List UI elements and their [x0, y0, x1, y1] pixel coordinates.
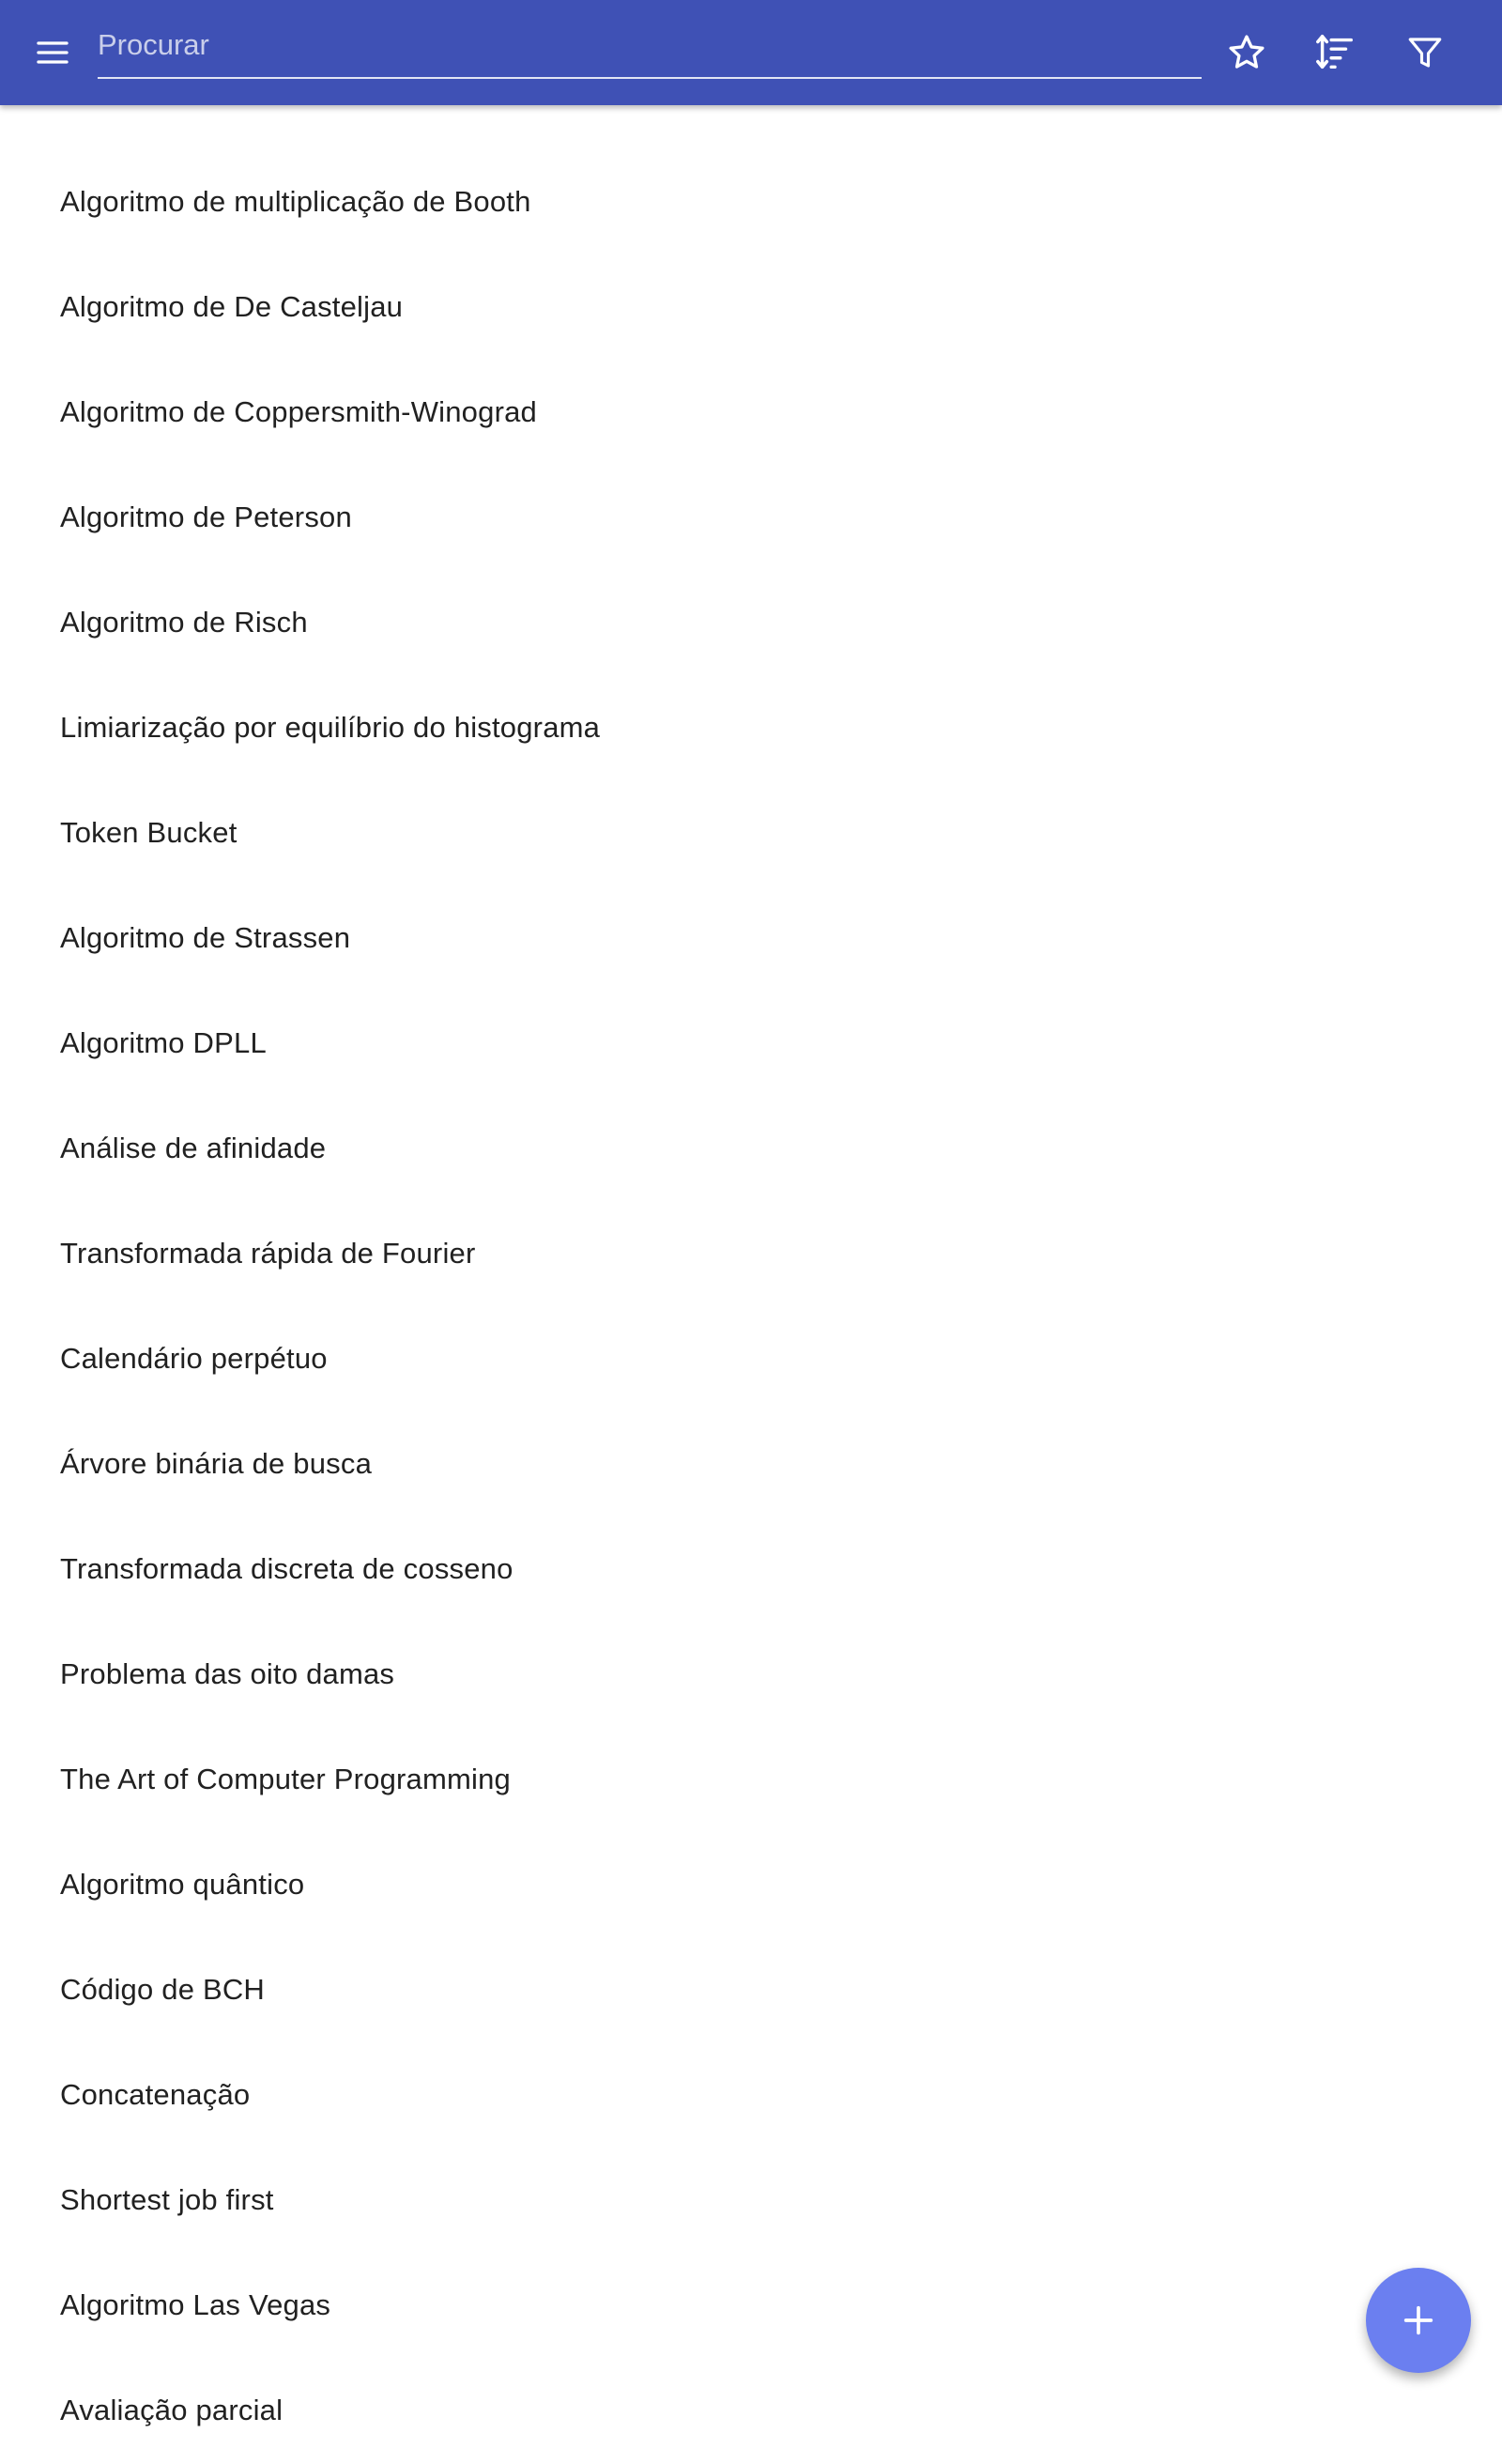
sort-icon [1313, 31, 1356, 74]
list-item[interactable] [0, 1202, 1502, 1307]
list-item[interactable] [0, 992, 1502, 1097]
list-item[interactable] [0, 466, 1502, 571]
list-item[interactable] [0, 781, 1502, 886]
list-item[interactable] [0, 571, 1502, 676]
add-button[interactable] [1366, 2268, 1471, 2373]
list-item-label: Shortest job first [60, 2183, 274, 2216]
list-item[interactable] [0, 361, 1502, 466]
list-item[interactable] [0, 150, 1502, 255]
list-item[interactable] [0, 2254, 1502, 2359]
list-item-label: Calendário perpétuo [60, 1342, 328, 1375]
search-input[interactable] [98, 19, 1202, 71]
list-item-label: Limiarização por equilíbrio do histograma [60, 711, 601, 744]
list-item-label: Algoritmo de Peterson [60, 500, 352, 533]
sort-button[interactable] [1305, 23, 1365, 83]
list-item[interactable] [0, 2148, 1502, 2254]
list-item[interactable] [0, 1623, 1502, 1728]
app-bar [0, 0, 1502, 105]
list-item-label: Árvore binária de busca [60, 1447, 373, 1480]
list-item-label: Algoritmo DPLL [60, 1026, 267, 1059]
list-item-label: Análise de afinidade [60, 1132, 327, 1164]
list-item[interactable] [0, 255, 1502, 361]
list-item-label: Avaliação parcial [60, 2394, 284, 2426]
search-field[interactable] [98, 19, 1202, 79]
list-item-label: Transformada discreta de cosseno [60, 1552, 513, 1585]
list-item-label: Concatenação [60, 2078, 251, 2111]
list-item[interactable] [0, 2043, 1502, 2148]
list-item[interactable] [0, 1097, 1502, 1202]
star-outline-icon [1226, 32, 1267, 73]
list-item-label: Algoritmo quântico [60, 1868, 305, 1901]
list-item-label: Problema das oito damas [60, 1657, 395, 1690]
list-item[interactable] [0, 1728, 1502, 1833]
menu-button[interactable] [23, 23, 83, 83]
list-item-label: Algoritmo de Strassen [60, 921, 351, 954]
list-item-label: Algoritmo de Coppersmith-Winograd [60, 395, 537, 428]
list-item[interactable] [0, 1412, 1502, 1517]
list-item-label: Transformada rápida de Fourier [60, 1237, 476, 1270]
list-item[interactable] [0, 1833, 1502, 1938]
list-item[interactable] [0, 1307, 1502, 1412]
list-item-label: Algoritmo de Risch [60, 606, 308, 639]
filter-button[interactable] [1395, 23, 1455, 83]
list-item[interactable] [0, 1938, 1502, 2043]
list-item-label: Algoritmo de De Casteljau [60, 290, 404, 323]
filter-icon [1405, 33, 1445, 72]
list-item-label: Código de BCH [60, 1973, 265, 2006]
hamburger-menu-icon [34, 34, 71, 71]
plus-icon [1400, 2302, 1437, 2339]
list-item[interactable] [0, 1517, 1502, 1623]
list-item-label: Token Bucket [60, 816, 238, 849]
list-item-label: The Art of Computer Programming [60, 1763, 511, 1795]
results-list [0, 105, 1502, 2464]
favorites-button[interactable] [1217, 23, 1277, 83]
list-item-label: Algoritmo de multiplicação de Booth [60, 185, 531, 218]
list-item[interactable] [0, 676, 1502, 781]
list-item[interactable] [0, 886, 1502, 992]
list-item[interactable] [0, 2359, 1502, 2464]
list-item-label: Algoritmo Las Vegas [60, 2288, 331, 2321]
